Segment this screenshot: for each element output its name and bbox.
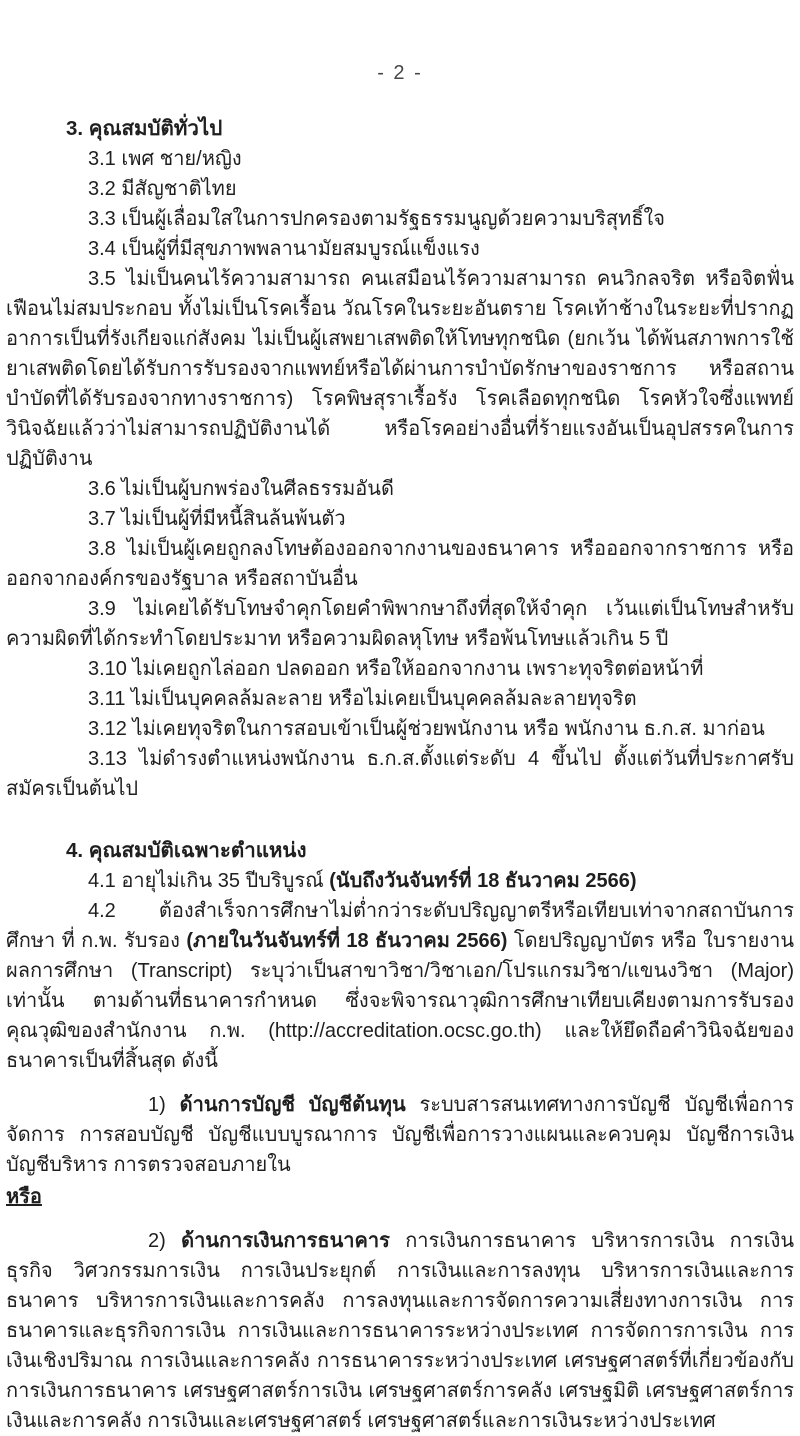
item-3-12: 3.12 ไม่เคยทุจริตในการสอบเข้าเป็นผู้ช่วยพนักงาน หรือ พนักงาน ธ.ก.ส. มาก่อน — [88, 718, 765, 740]
item-3-3: 3.3 เป็นผู้เลื่อมใสในการปกครองตามรัฐธรรมนูญด้วยความบริสุทธิ์ใจ — [88, 208, 666, 230]
item-4-2-text-after: โดยปริญญาบัตร หรือ ใบรายงานผลการศึกษา (Transcript) ระบุว่าเป็นสาขาวิชา/วิชาเอก/โปรแกรมวิชา/แขนงวิชา (Major) เท่านั้น ตามด้านที่ธนาคารกำหนด ซึ่งจะพิจารณาวุฒิการศึกษาเทียบเคียงตามการรับรองคุณวุฒิของสำนักงาน ก.พ. (http://accreditation.ocsc.go.th) และให้ยึดถือคำวินิจฉัยของธนาคารเป็นที่สิ้นสุด ดังนี้ — [6, 930, 794, 1072]
field-2-title: ด้านการเงินการธนาคาร — [181, 1230, 390, 1252]
field-2-number: 2) — [148, 1230, 182, 1252]
item-3-10: 3.10 ไม่เคยถูกไล่ออก ปลดออก หรือให้ออกจากงาน เพราะทุจริตต่อหน้าที่ — [88, 658, 704, 680]
item-4-2-bold-date: (ภายในวันจันทร์ที่ 18 ธันวาคม 2566) — [186, 930, 508, 952]
field-2-finance-banking — [6, 1226, 794, 1436]
item-4-1-text: 4.1 อายุไม่เกิน 35 ปีบริบูรณ์ — [88, 870, 330, 892]
item-4-1 — [6, 866, 794, 896]
item-3-6: 3.6 ไม่เป็นผู้บกพร่องในศีลธรรมอันดี — [88, 478, 394, 500]
item-3-5: 3.5 ไม่เป็นคนไร้ความสามารถ คนเสมือนไร้ความสามารถ คนวิกลจริต หรือจิตฟั่นเฟือนไม่สมประกอบ ทั้งไม่เป็นโรคเรื้อน วัณโรคในระยะอันตราย โรคเท้าช้างในระยะที่ปรากฏอาการเป็นที่รังเกียจแก่สังคม ไม่เป็นผู้เสพยาเสพติดให้โทษทุกชนิด (ยกเว้น ได้พ้นสภาพการใช้ยาเสพติดโดยได้รับการรับรองจากแพทย์หรือได้ผ่านการบำบัดรักษาของราชการ หรือสถานบำบัดที่ได้รับรองจากทางราชการ) โรคพิษสุราเรื้อรัง โรคเลือดทุกชนิด โรคหัวใจซึ่งแพทย์วินิจฉัยแล้วว่าไม่สามารถปฏิบัติงานได้ หรือโรคอย่างอื่นที่ร้ายแรงอันเป็นอุปสรรคในการปฏิบัติงาน — [6, 268, 794, 470]
item-4-2-text-before: 4.2 ต้องสำเร็จการศึกษาไม่ต่ำกว่าระดับปริญญาตรีหรือเทียบเท่าจากสถาบันการศึกษา ที่ ก.พ. รับรอง — [6, 900, 794, 952]
field-1-number: 1) — [148, 1094, 180, 1116]
or-separator — [6, 1182, 794, 1212]
field-1-accounting — [6, 1090, 794, 1180]
section-3-heading: 3. คุณสมบัติทั่วไป — [66, 117, 223, 140]
item-3-9: 3.9 ไม่เคยได้รับโทษจำคุกโดยคำพิพากษาถึงที่สุดให้จำคุก เว้นแต่เป็นโทษสำหรับความผิดที่ได้กระทำโดยประมาท หรือความผิดลหุโทษ หรือพ้นโทษแล้วเกิน 5 ปี — [6, 598, 794, 650]
item-3-4: 3.4 เป็นผู้ที่มีสุขภาพพลานามัยสมบูรณ์แข็งแรง — [88, 238, 480, 260]
page-number: - 2 - — [377, 62, 423, 84]
field-1-title: ด้านการบัญชี บัญชีต้นทุน — [179, 1094, 406, 1116]
or-label: หรือ — [6, 1186, 42, 1208]
section-4-heading: 4. คุณสมบัติเฉพาะตำแหน่ง — [66, 839, 307, 862]
item-3-2: 3.2 มีสัญชาติไทย — [88, 178, 237, 200]
field-2-text: การเงินการธนาคาร บริหารการเงิน การเงินธุรกิจ วิศวกรรมการเงิน การเงินประยุกต์ การเงินและการลงทุน บริหารการเงินและการธนาคาร บริหารการเงินและการคลัง การลงทุนและการจัดการความเสี่ยงทางการเงิน การธนาคารและธุรกิจการเงิน การเงินและการธนาคารระหว่างประเทศ การจัดการการเงิน การเงินเชิงปริมาณ การเงินและการคลัง การธนาคารระหว่างประเทศ เศรษฐศาสตร์ที่เกี่ยวข้องกับการเงินการธนาคาร เศรษฐศาสตร์การเงิน เศรษฐศาสตร์การคลัง เศรษฐมิติ เศรษฐศาสตร์การเงินและการคลัง การเงินและเศรษฐศาสตร์ เศรษฐศาสตร์และการเงินระหว่างประเทศ — [6, 1230, 795, 1432]
item-3-1: 3.1 เพศ ชาย/หญิง — [88, 148, 242, 170]
item-3-11: 3.11 ไม่เป็นบุคคลล้มละลาย หรือไม่เคยเป็นบุคคลล้มละลายทุจริต — [88, 688, 637, 710]
item-3-13: 3.13 ไม่ดำรงตำแหน่งพนักงาน ธ.ก.ส.ตั้งแต่ระดับ 4 ขึ้นไป ตั้งแต่วันที่ประกาศรับสมัครเป็นต้นไป — [6, 748, 794, 800]
item-3-7: 3.7 ไม่เป็นผู้ที่มีหนี้สินล้นพ้นตัว — [88, 508, 346, 530]
item-4-1-bold-date: (นับถึงวันจันทร์ที่ 18 ธันวาคม 2566) — [329, 870, 637, 892]
item-3-8: 3.8 ไม่เป็นผู้เคยถูกลงโทษต้องออกจากงานของธนาคาร หรือออกจากราชการ หรือออกจากองค์กรของรัฐบาล หรือสถาบันอื่น — [6, 538, 794, 590]
item-4-2 — [6, 896, 794, 1076]
field-1-text: ระบบสารสนเทศทางการบัญชี บัญชีเพื่อการจัดการ การสอบบัญชี บัญชีแบบบูรณาการ บัญชีเพื่อการวางแผนและควบคุม บัญชีการเงิน บัญชีบริหาร การตรวจสอบภายใน — [6, 1094, 795, 1176]
